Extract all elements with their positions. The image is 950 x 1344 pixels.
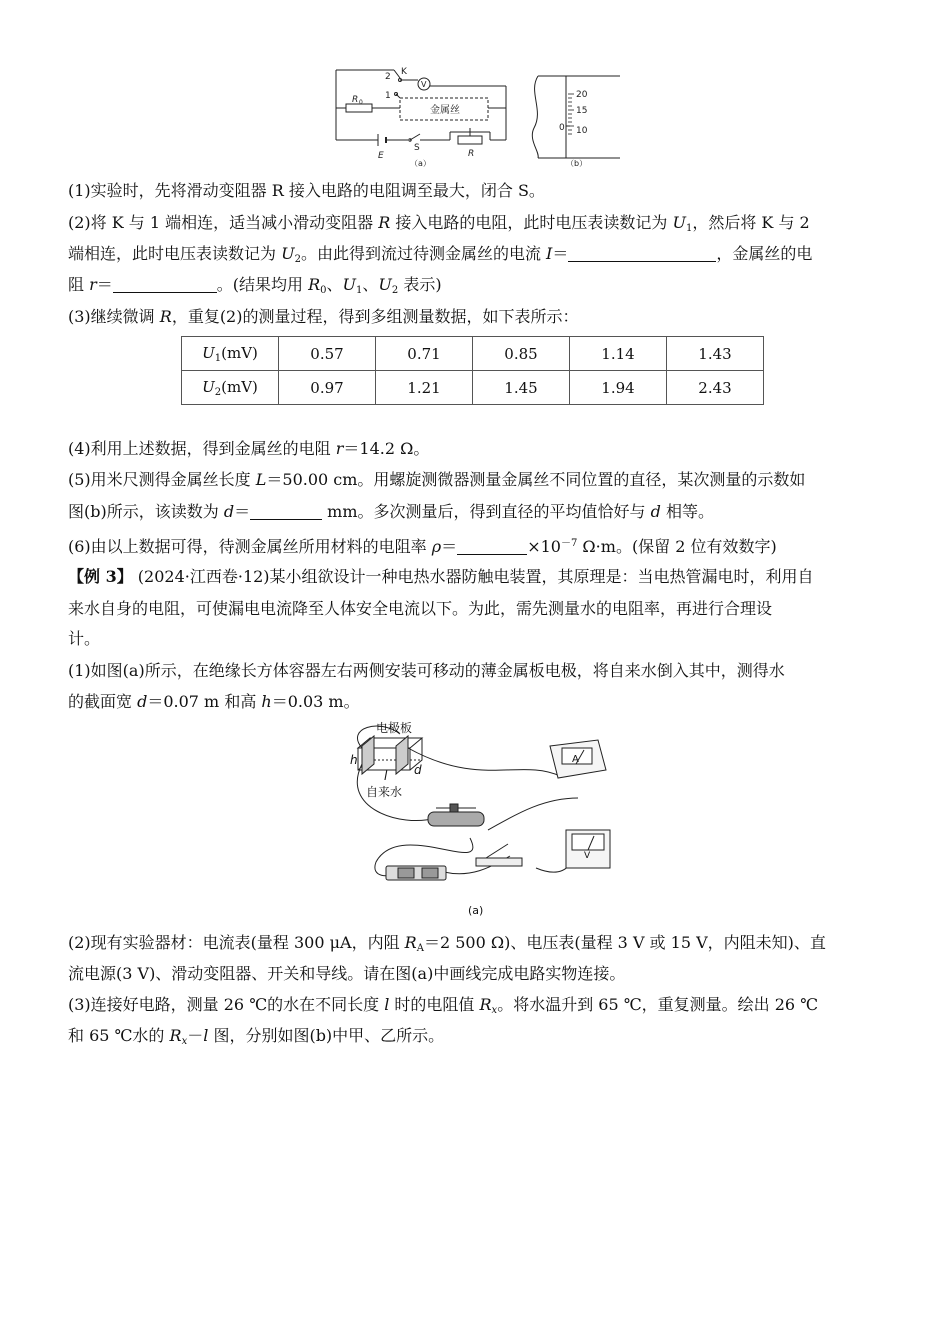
table-cell: 1.43 <box>667 337 764 371</box>
question-2-line-3 <box>68 274 884 302</box>
e2-text: ＝2 500 Ω)、电压表(量程 3 V 或 15 V，内阻未知)、直 <box>423 933 826 952</box>
q5-text: (5)用米尺测得金属丝长度 <box>68 470 256 489</box>
row-var: U <box>202 343 215 362</box>
q5-text: 图(b)所示，该读数为 <box>68 502 224 521</box>
micrometer-tick-10: 10 <box>576 126 588 136</box>
e3-sub: x <box>491 1005 498 1016</box>
e1-var-h: h <box>261 692 272 711</box>
table-row-header <box>182 337 279 371</box>
q3-text: (3)继续微调 <box>68 307 160 326</box>
micrometer-tick-20: 20 <box>576 90 588 100</box>
ammeter-label: A <box>572 754 579 765</box>
q5-text: ＝50.00 cm。用螺旋测微器测量金属丝不同位置的直径，某次测量的示数如 <box>266 470 806 489</box>
q2-sub: 1 <box>356 285 363 296</box>
e3-var-r: R <box>169 1026 182 1045</box>
q6-text: ＝ <box>441 537 458 556</box>
voltmeter-label: V <box>584 851 591 861</box>
q2-text: 接入电路的电阻，此时电压表读数记为 <box>390 213 673 232</box>
switch-k-terminal-1-label: 1 <box>385 91 391 101</box>
tap-water-label: 自来水 <box>366 785 403 799</box>
e3-text: － <box>187 1026 204 1045</box>
question-4 <box>68 438 884 460</box>
table-cell: 1.94 <box>570 371 667 405</box>
figure-a-caption: （a） <box>410 159 431 168</box>
example-q2-line-1 <box>68 932 884 960</box>
table-row <box>182 371 764 405</box>
q3-text: ，重复(2)的测量过程，得到多组测量数据，如下表所示： <box>171 307 579 326</box>
rheostat-label: R <box>468 149 475 159</box>
e3-var-l: l <box>384 995 390 1014</box>
q2-text: 阻 <box>68 275 90 294</box>
q2-var-u: U <box>342 275 357 294</box>
length-label: l <box>384 769 388 783</box>
figure-b-caption: （b） <box>566 159 588 168</box>
example-q1-line-2 <box>68 691 884 713</box>
q2-text: 、 <box>362 275 379 294</box>
example-tag: 【例 3】 <box>68 567 133 586</box>
table-cell: 0.57 <box>279 337 376 371</box>
e3-sub: x <box>181 1036 188 1047</box>
switch-k-label: K <box>401 67 407 77</box>
q5-var-d: d <box>650 502 661 521</box>
table-cell: 1.21 <box>376 371 473 405</box>
e1-text: ＝0.07 m 和高 <box>147 692 262 711</box>
switch-k-terminal-2-label: 2 <box>385 72 391 82</box>
q2-var-i: I <box>546 244 553 263</box>
q6-text: Ω·m。(保留 2 位有效数字) <box>577 537 777 556</box>
q2-text: ，然后将 K 与 2 <box>692 213 810 232</box>
q2-sub: 1 <box>685 223 693 234</box>
circuit-and-micrometer-figure <box>330 62 630 170</box>
q2-text: (2)将 K 与 1 端相连，适当减小滑动变阻器 <box>68 213 379 232</box>
q2-var-u: U <box>672 213 686 232</box>
question-3 <box>68 306 884 328</box>
table-cell: 1.14 <box>570 337 667 371</box>
q2-sub: 2 <box>294 254 301 265</box>
example-q3-line-2 <box>68 1025 884 1053</box>
table-row-header <box>182 371 279 405</box>
row-var: U <box>202 377 215 396</box>
micrometer-tick-0: 0 <box>559 123 565 133</box>
switch-s-label: S <box>414 143 420 153</box>
q2-text: 表示) <box>398 275 442 294</box>
battery-label: E <box>378 151 384 161</box>
example-3-line-3: 计。 <box>68 629 101 648</box>
question-1: (1)实验时，先将滑动变阻器 R 接入电路的电阻调至最大，闭合 S。 <box>68 181 545 200</box>
e3-var-r: R <box>479 995 492 1014</box>
q4-text: (4)利用上述数据，得到金属丝的电阻 <box>68 439 336 458</box>
e3-text: (3)连接好电路，测量 26 ℃的水在不同长度 <box>68 995 385 1014</box>
e2-sub: A <box>416 943 424 954</box>
q2-var-r: R <box>378 213 391 232</box>
q2-text: ＝ <box>96 275 113 294</box>
micrometer-tick-15: 15 <box>576 106 588 116</box>
q2-text: 端相连，此时电压表读数记为 <box>68 244 282 263</box>
q2-var-r: r <box>89 275 97 294</box>
q6-exponent: －7 <box>560 538 578 549</box>
example-q3-line-1 <box>68 994 884 1022</box>
e1-text: 的截面宽 <box>68 692 138 711</box>
table-cell: 2.43 <box>667 371 764 405</box>
e3-text: 。将水温升到 65 ℃，重复测量。绘出 26 ℃ <box>497 995 819 1014</box>
question-6 <box>68 533 884 558</box>
measurement-table <box>181 336 764 405</box>
e2-var-r: R <box>404 933 417 952</box>
electrode-label: 电极板 <box>376 721 413 735</box>
question-2-line-1 <box>68 212 884 240</box>
example-q1-line-1: (1)如图(a)所示，在绝缘长方体容器左右两侧安装可移动的薄金属板电极，将自来水倒入其中，测得水 <box>68 661 785 680</box>
table-cell: 0.85 <box>473 337 570 371</box>
table-cell: 0.71 <box>376 337 473 371</box>
table-cell: 0.97 <box>279 371 376 405</box>
q2-text: ，金属丝的电 <box>716 244 813 263</box>
q5-text: 相等。 <box>660 502 714 521</box>
q2-sub: 0 <box>320 285 327 296</box>
example-q2-line-2: 流电源(3 V)、滑动变阻器、开关和导线。请在图(a)中画线完成电路实物连接。 <box>68 964 626 983</box>
question-5-line-2 <box>68 501 884 523</box>
figure-a-caption: (a) <box>468 904 484 917</box>
row-sub: 1 <box>214 352 222 364</box>
q5-var-d: d <box>223 502 235 521</box>
q3-var-r: R <box>159 307 172 326</box>
table-cell: 1.45 <box>473 371 570 405</box>
metal-wire-label: 金属丝 <box>430 105 460 116</box>
q4-text: ＝14.2 Ω。 <box>343 439 430 458</box>
row-unit: (mV) <box>221 377 258 396</box>
row-unit: (mV) <box>221 343 258 362</box>
q6-text: (6)由以上数据可得，待测金属丝所用材料的电阻率 <box>68 537 432 556</box>
q2-var-u: U <box>378 275 392 294</box>
q2-text: 。由此得到流过待测金属丝的电流 <box>300 244 547 263</box>
apparatus-figure <box>340 718 620 918</box>
example-text: (2024·江西卷·12)某小组欲设计一种电热水器防触电装置，其原理是：当电热管漏电时，利用自 <box>132 567 814 586</box>
question-5-line-1 <box>68 469 884 491</box>
resistor-r0-label: R <box>352 95 359 105</box>
resistor-r0-subscript: 0 <box>359 99 363 106</box>
current-answer-blank[interactable] <box>568 245 716 262</box>
question-2-line-2 <box>68 243 884 271</box>
resistivity-answer-blank[interactable] <box>457 538 527 555</box>
e3-text: 图，分别如图(b)中甲、乙所示。 <box>208 1026 445 1045</box>
q2-text: ＝ <box>552 244 569 263</box>
q5-text: ＝ <box>234 502 251 521</box>
q2-text: 。(结果均用 <box>216 275 309 294</box>
e3-text: 和 65 ℃水的 <box>68 1026 170 1045</box>
q6-var-rho: ρ <box>431 537 442 556</box>
example-3-line-2: 来水自身的电阻，可使漏电电流降至人体安全电流以下。为此，需先测量水的电阻率，再进行合理设 <box>68 599 773 618</box>
q5-var-l: L <box>255 470 267 489</box>
e2-text: (2)现有实验器材：电流表(量程 300 μA，内阻 <box>68 933 405 952</box>
height-label: h <box>350 753 358 767</box>
diameter-answer-blank[interactable] <box>250 503 322 520</box>
table-row <box>182 337 764 371</box>
q5-text: mm。多次测量后，得到直径的平均值恰好与 <box>322 502 651 521</box>
e3-text: 时的电阻值 <box>389 995 480 1014</box>
q6-text: ×10 <box>527 537 561 556</box>
e3-var-l: l <box>203 1026 209 1045</box>
q4-var-r: r <box>335 439 344 458</box>
q2-var-u: U <box>281 244 295 263</box>
e1-var-d: d <box>137 692 148 711</box>
e1-text: ＝0.03 m。 <box>271 692 360 711</box>
row-sub: 2 <box>214 386 222 398</box>
q2-text: 、 <box>326 275 343 294</box>
q2-var-r: R <box>308 275 321 294</box>
q2-sub: 2 <box>391 285 399 296</box>
width-label: d <box>414 763 422 777</box>
voltmeter-label: V <box>421 80 427 89</box>
resistance-answer-blank[interactable] <box>113 276 217 293</box>
example-3-line-1 <box>68 566 884 588</box>
